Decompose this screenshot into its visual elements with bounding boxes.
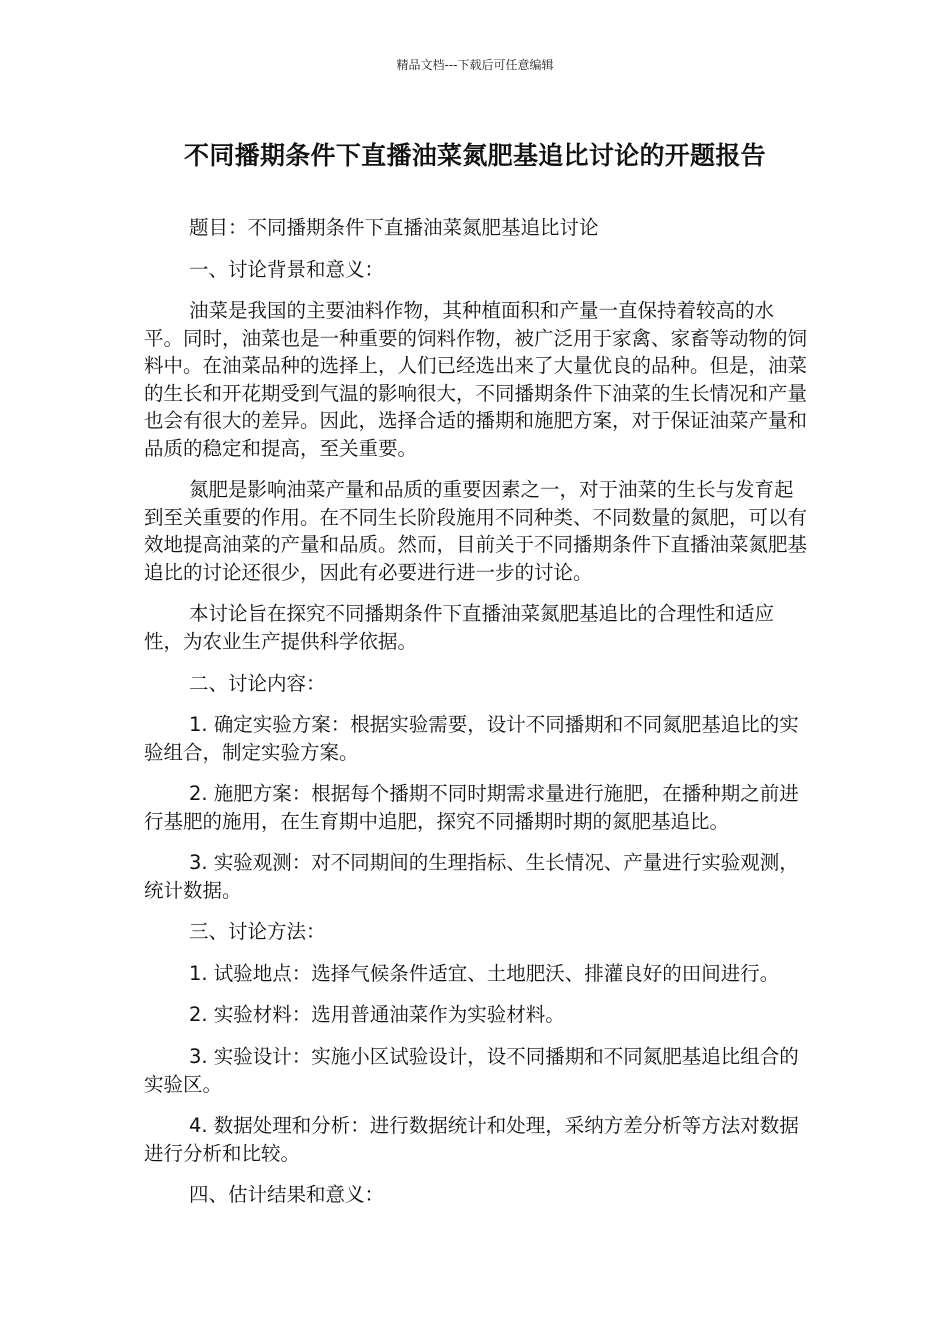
section-2-heading: 二、讨论内容： [189, 672, 326, 695]
document-title: 不同播期条件下直播油菜氮肥基追比讨论的开题报告 [184, 141, 766, 170]
section-2-item-3: 3. 实验观测：对不同期间的生理指标、生长情况、产量进行实验观测，统计数据。 [144, 851, 799, 902]
topic-line: 题目：不同播期条件下直播油菜氮肥基追比讨论 [189, 216, 599, 239]
section-2-item-2: 2. 施肥方案：根据每个播期不同时期需求量进行施肥，在播种期之前进行基肥的施用，在生育期中追肥，探究不同播期时期的氮肥基追比。 [144, 782, 799, 833]
section-3-heading: 三、讨论方法： [189, 920, 326, 943]
section-4-heading: 四、估计结果和意义： [189, 1183, 385, 1206]
section-1-paragraph-1: 油菜是我国的主要油料作物，其种植面积和产量一直保持着较高的水平。同时，油菜也是一种重要的饲料作物，被广泛用于家禽、家畜等动物的饲料中。在油菜品种的选择上，人们已经选出来了大量优良的品种。但是，油菜的生长和开花期受到气温的影响很大，不同播期条件下油菜的生长情况和产量也会有很大的差异。因此，选择合适的播期和施肥方案，对于保证油菜产量和品质的稳定和提高，至关重要。 [144, 299, 808, 460]
header-note: 精品文档---下载后可任意编辑 [396, 58, 554, 72]
section-2-item-1: 1. 确定实验方案：根据实验需要，设计不同播期和不同氮肥基追比的实验组合，制定实验方案。 [144, 713, 799, 764]
section-1-paragraph-2: 氮肥是影响油菜产量和品质的重要因素之一，对于油菜的生长与发育起到至关重要的作用。在不同生长阶段施用不同种类、不同数量的氮肥，可以有效地提高油菜的产量和品质。然而，目前关于不同播期条件下直播油菜氮肥基追比的讨论还很少，因此有必要进行进一步的讨论。 [144, 478, 808, 584]
section-3-item-1: 1. 试验地点：选择气候条件适宜、土地肥沃、排灌良好的田间进行。 [189, 962, 780, 985]
section-1-paragraph-3: 本讨论旨在探究不同播期条件下直播油菜氮肥基追比的合理性和适应性，为农业生产提供科学依据。 [144, 602, 775, 653]
section-1-heading: 一、讨论背景和意义： [189, 258, 385, 281]
section-3-item-2: 2. 实验材料：选用普通油菜作为实验材料。 [189, 1003, 565, 1026]
section-3-item-3: 3. 实验设计：实施小区试验设计，设不同播期和不同氮肥基追比组合的实验区。 [144, 1045, 799, 1096]
section-3-item-4: 4. 数据处理和分析：进行数据统计和处理，采纳方差分析等方法对数据进行分析和比较。 [144, 1114, 799, 1165]
